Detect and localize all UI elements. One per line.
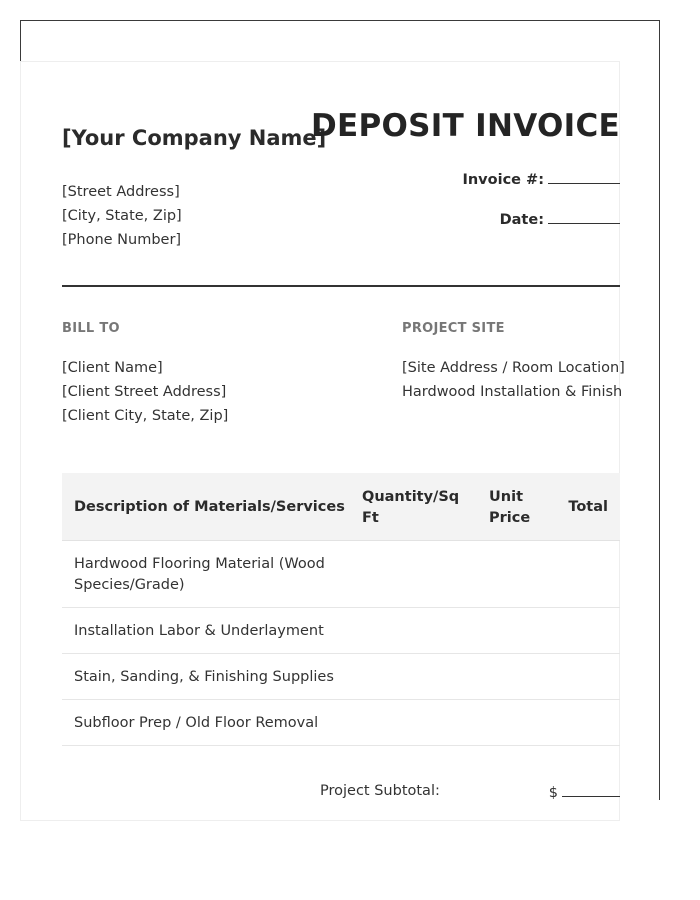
row-description: Hardwood Flooring Material (Wood Species/Grade) xyxy=(74,556,325,593)
currency-symbol: $ xyxy=(548,785,558,801)
table-row xyxy=(62,654,620,700)
company-city-state-zip: [City, State, Zip] xyxy=(62,208,182,224)
subtotal-value xyxy=(549,783,620,801)
document-title: DEPOSIT INVOICE xyxy=(310,108,620,144)
date-blank xyxy=(548,209,620,224)
header-divider xyxy=(62,285,620,287)
company-address xyxy=(62,180,182,252)
invoice-number-row xyxy=(462,169,620,188)
table-header xyxy=(62,473,620,541)
bill-to-block xyxy=(62,356,228,428)
date-row xyxy=(500,209,620,228)
company-name: [Your Company Name] xyxy=(62,126,327,150)
line-items-table xyxy=(62,473,620,746)
table-row xyxy=(62,700,620,746)
project-site-label: PROJECT SITE xyxy=(402,321,505,336)
company-street: [Street Address] xyxy=(62,184,180,200)
row-description: Subfloor Prep / Old Floor Removal xyxy=(74,715,319,731)
client-city-state-zip: [Client City, State, Zip] xyxy=(62,408,229,424)
row-description: Stain, Sanding, & Finishing Supplies xyxy=(74,669,334,685)
bill-to-label: BILL TO xyxy=(62,321,120,336)
header-unit-price: Unit Price xyxy=(489,489,531,526)
site-address: [Site Address / Room Location] xyxy=(402,360,625,376)
project-site-block xyxy=(402,356,625,404)
site-description: Hardwood Installation & Finish xyxy=(402,384,623,400)
row-description: Installation Labor & Underlayment xyxy=(74,623,324,639)
header-description: Description of Materials/Services xyxy=(74,499,345,515)
header-total: Total xyxy=(568,499,608,515)
subtotal-blank xyxy=(562,783,620,797)
table-row xyxy=(62,541,620,608)
invoice-number-label: Invoice #: xyxy=(462,172,544,188)
invoice-number-blank xyxy=(548,169,620,184)
header-quantity: Quantity/Sq Ft xyxy=(362,489,460,526)
company-phone: [Phone Number] xyxy=(62,232,182,248)
client-street: [Client Street Address] xyxy=(62,384,227,400)
subtotal-label: Project Subtotal: xyxy=(320,783,440,799)
date-label: Date: xyxy=(499,212,544,228)
client-name: [Client Name] xyxy=(62,360,163,376)
table-row xyxy=(62,608,620,654)
